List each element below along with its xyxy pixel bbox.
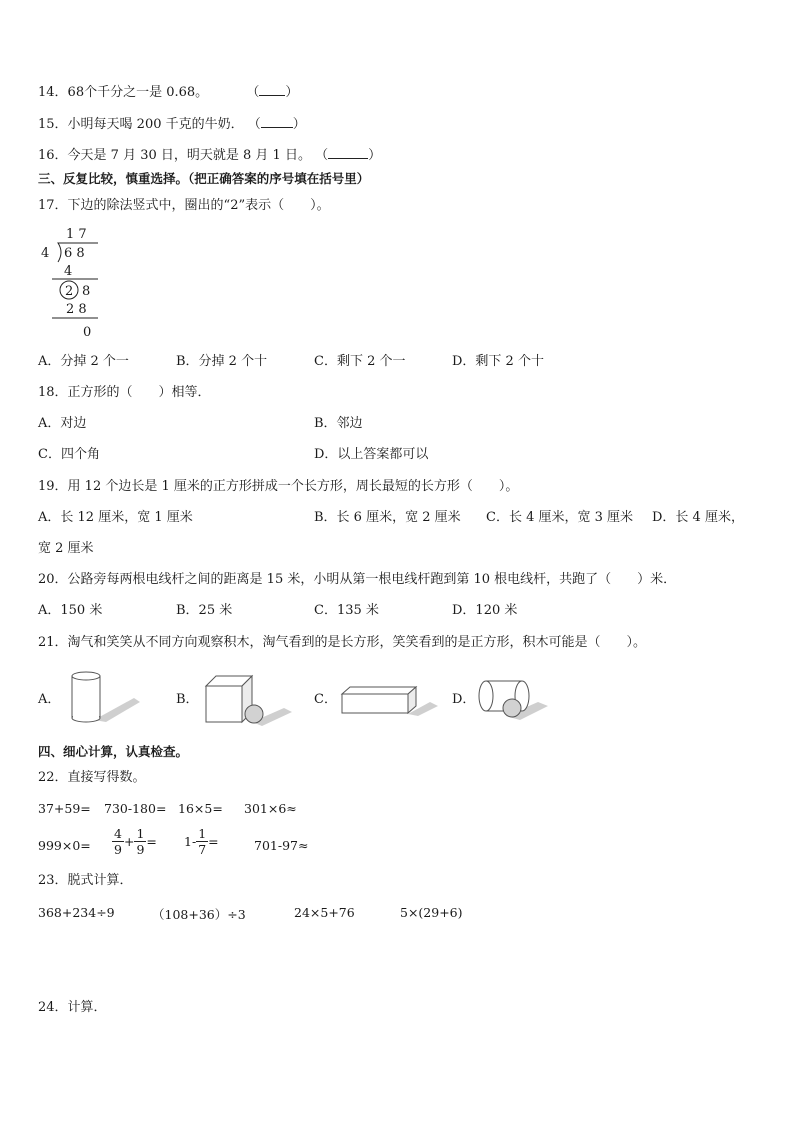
division-remainder: 0 xyxy=(83,325,92,340)
fraction-difference-item[interactable]: 1- $\frac{1}{7}$ = xyxy=(184,826,219,857)
q21-option-d[interactable]: D． xyxy=(452,692,476,707)
q19-option-b[interactable]: B．长 6 厘米，宽 2 厘米 xyxy=(314,510,461,525)
q18-stem: 18．正方形的（ ）相等． xyxy=(38,385,211,400)
lying-cylinder-with-ball-figure[interactable] xyxy=(476,676,552,722)
q16 xyxy=(38,145,381,165)
q18-option-a[interactable]: A．对边 xyxy=(38,416,87,431)
division-divisor: 4 xyxy=(41,246,50,261)
section-3-title: 三、反复比较，慎重选择。（把正确答案的序号填在括号里） xyxy=(38,171,370,186)
calc-item[interactable]: （108+36）÷3 xyxy=(152,907,246,922)
q16-text: 16．今天是 7 月 30 日，明天就是 8 月 1 日。 xyxy=(38,148,311,163)
q24-stem: 24．计算． xyxy=(38,1000,107,1015)
q16-answer-blank[interactable]: （ ） xyxy=(315,148,381,163)
calc-item[interactable]: 37+59= xyxy=(38,801,91,816)
calc-item[interactable]: 16×5= xyxy=(178,801,223,816)
q15 xyxy=(38,114,306,134)
q19-option-d[interactable]: D．长 4 厘米， xyxy=(652,510,744,525)
q17-option-b[interactable]: B．分掉 2 个十 xyxy=(176,354,268,369)
q23-stem: 23．脱式计算． xyxy=(38,873,133,888)
fraction-4-9: $\frac{4}{9}$ xyxy=(114,826,122,857)
q19-stem: 19．用 12 个边长是 1 厘米的正方形拼成一个长方形，周长最短的长方形（ ）。 xyxy=(38,479,519,494)
q14-text: 14．68个千分之一是 0.68。 xyxy=(38,85,209,100)
q21-option-b[interactable]: B． xyxy=(176,692,199,707)
q17-option-d[interactable]: D．剩下 2 个十 xyxy=(452,354,544,369)
calc-item[interactable]: 368+234÷9 xyxy=(38,905,115,920)
calc-item[interactable]: 5×(29+6) xyxy=(400,905,463,920)
division-dividend: 6 8 xyxy=(64,246,85,261)
cube-with-ball-figure[interactable] xyxy=(202,672,294,728)
q18-option-b[interactable]: B．邻边 xyxy=(314,416,363,431)
calc-item[interactable]: 701-97≈ xyxy=(254,838,309,853)
calc-item[interactable]: 301×6≈ xyxy=(244,801,297,816)
q15-text: 15．小明每天喝 200 千克的牛奶． xyxy=(38,117,244,132)
calc-item[interactable]: 24×5+76 xyxy=(294,905,355,920)
q21-option-c[interactable]: C． xyxy=(314,692,337,707)
q20-option-c[interactable]: C．135 米 xyxy=(314,603,379,618)
q20-option-a[interactable]: A．150 米 xyxy=(38,603,103,618)
q20-option-b[interactable]: B．25 米 xyxy=(176,603,233,618)
q15-answer-blank[interactable]: （ ） xyxy=(248,117,306,132)
division-step1: 4 xyxy=(64,264,73,279)
division-step3: 2 8 xyxy=(66,302,87,317)
q20-stem: 20．公路旁每两根电线杆之间的距离是 15 米，小明从第一根电线杆跑到第 10 根电线杆，共跑了（ ）米． xyxy=(38,572,677,587)
fraction-1-9: $\frac{1}{9}$ xyxy=(136,826,145,857)
division-circled-digit: 2 xyxy=(65,284,74,299)
cylinder-figure[interactable] xyxy=(66,668,140,726)
q17-option-a[interactable]: A．分掉 2 个一 xyxy=(38,354,129,369)
division-quotient: 1 7 xyxy=(66,227,87,242)
q14 xyxy=(38,82,298,102)
q21-option-a[interactable]: A． xyxy=(38,692,61,707)
calc-item[interactable]: 730-180= xyxy=(104,801,167,816)
q18-option-c[interactable]: C．四个角 xyxy=(38,447,100,462)
q22-stem: 22．直接写得数。 xyxy=(38,770,146,785)
q17-stem: 17．下边的除法竖式中，圈出的“2”表示（ ）。 xyxy=(38,198,330,213)
cuboid-figure[interactable] xyxy=(338,684,438,718)
fraction-sum-item[interactable]: $\frac{4}{9}$ + $\frac{1}{9}$ = xyxy=(114,826,157,857)
q19-option-a[interactable]: A．长 12 厘米，宽 1 厘米 xyxy=(38,510,193,525)
q18-option-d[interactable]: D．以上答案都可以 xyxy=(314,447,429,462)
section-4-title: 四、细心计算，认真检查。 xyxy=(38,744,189,759)
fraction-1-7: $\frac{1}{7}$ xyxy=(198,826,207,857)
q17-long-division xyxy=(36,222,116,344)
calc-item[interactable]: 999×0= xyxy=(38,838,91,853)
q17-option-c[interactable]: C．剩下 2 个一 xyxy=(314,354,406,369)
q21-stem: 21．淘气和笑笑从不同方向观察积木，淘气看到的是长方形，笑笑看到的是正方形，积木可能是（ ）。 xyxy=(38,635,647,650)
q19-option-d-continued[interactable]: 宽 2 厘米 xyxy=(38,541,94,556)
division-step2-rest: 8 xyxy=(82,284,91,299)
q14-answer-blank[interactable]: （ ） xyxy=(246,85,298,100)
q19-option-c[interactable]: C．长 4 厘米，宽 3 厘米 xyxy=(486,510,634,525)
q20-option-d[interactable]: D．120 米 xyxy=(452,603,518,618)
